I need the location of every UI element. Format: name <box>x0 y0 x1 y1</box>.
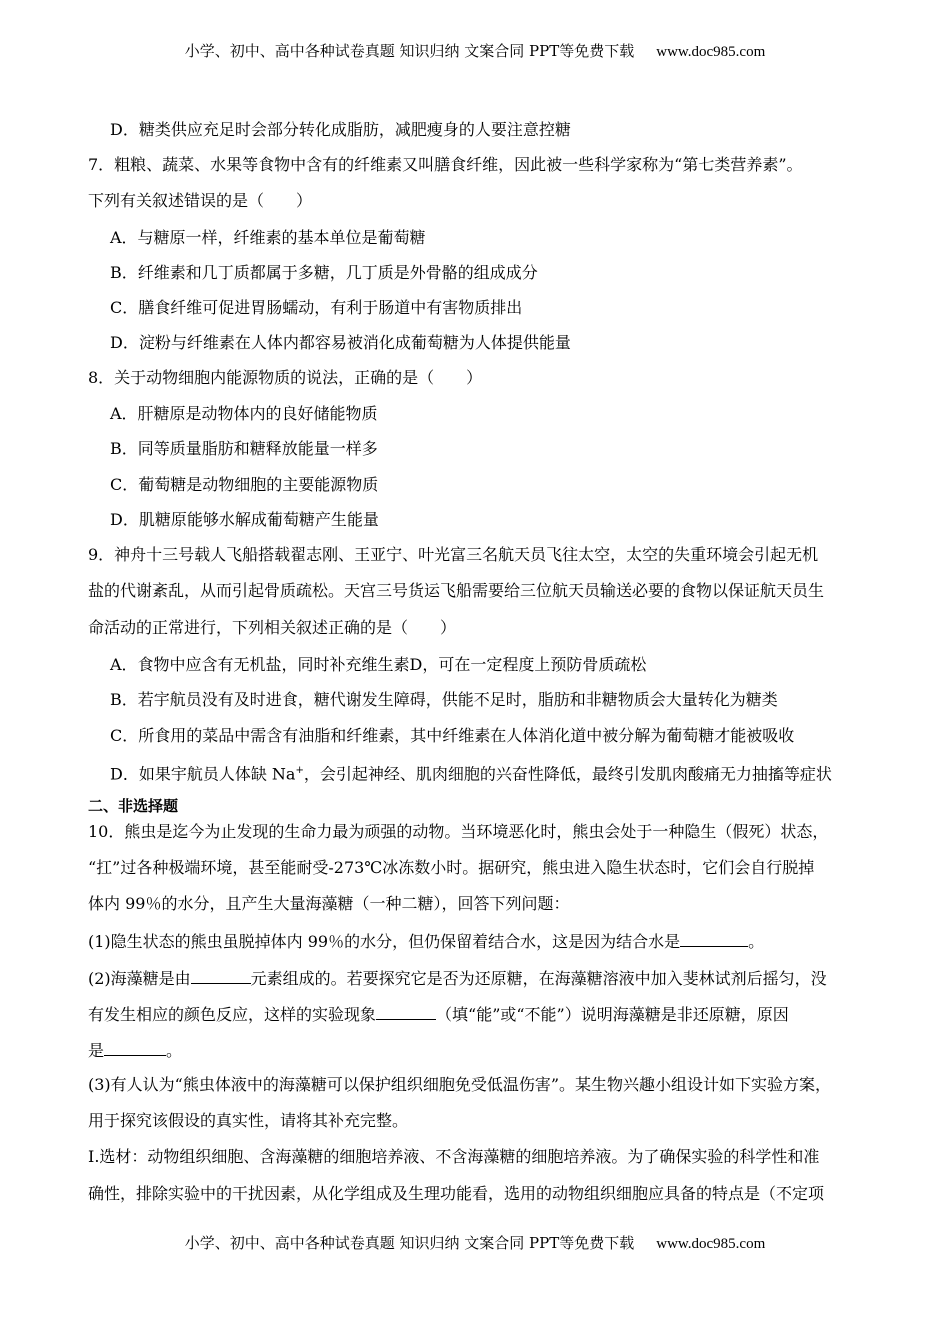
q9-option-d-sup: + <box>295 765 304 776</box>
header-text: 小学、初中、高中各种试卷真题 知识归纳 文案合同 PPT等免费下载 <box>184 42 635 60</box>
answer-blank-2[interactable] <box>191 967 251 984</box>
q7-option-d: D．淀粉与纤维素在人体内都容易被消化成葡萄糖为人体提供能量 <box>110 333 571 352</box>
q10-part-2-e: 是 <box>88 1041 105 1060</box>
q7-option-b: B．纤维素和几丁质都属于多糖，几丁质是外骨骼的组成成分 <box>110 263 538 282</box>
q9-stem-line-1: 9．神舟十三号载人飞船搭载翟志刚、王亚宁、叶光富三名航天员飞往太空，太空的失重环境会引起无机 <box>88 545 819 564</box>
q10-part-3-line-2: 用于探究该假设的真实性，请将其补充完整。 <box>88 1111 409 1130</box>
q9-option-b: B．若宇航员没有及时进食，糖代谢发生障碍，供能不足时，脂肪和非糖物质会大量转化为糖类 <box>110 690 778 709</box>
q8-stem: 8．关于动物细胞内能源物质的说法，正确的是（ ） <box>88 368 483 387</box>
q9-stem-line-3: 命活动的正常进行，下列相关叙述正确的是（ ） <box>88 618 457 637</box>
q10-part-2-f: 。 <box>166 1041 183 1060</box>
q7-option-a: A．与糖原一样，纤维素的基本单位是葡萄糖 <box>110 228 426 247</box>
q9-stem-line-2: 盐的代谢紊乱，从而引起骨质疏松。天宫三号货运飞船需要给三位航天员输送必要的食物以保证航天员生 <box>88 581 825 600</box>
q6-option-d: D．糖类供应充足时会部分转化成脂肪，减肥瘦身的人要注意控糖 <box>110 120 571 139</box>
q9-option-a: A．食物中应含有无机盐，同时补充维生素D，可在一定程度上预防骨质疏松 <box>110 655 647 674</box>
q10-stem-line-1: 10．熊虫是迄今为止发现的生命力最为顽强的动物。当环境恶化时，熊虫会处于一种隐生（假死）状态， <box>88 822 829 841</box>
q10-part-2-c: 有发生相应的颜色反应，这样的实验现象 <box>88 1005 377 1024</box>
q7-option-c: C．膳食纤维可促进胃肠蠕动，有利于肠道中有害物质排出 <box>110 298 523 317</box>
page-header <box>0 40 950 61</box>
q10-part-3-line-4: 确性，排除实验中的干扰因素，从化学组成及生理功能看，选用的动物组织细胞应具备的特点是（不定项 <box>88 1184 825 1203</box>
q10-part-2-b: 元素组成的。若要探究它是否为还原糖，在海藻糖溶液中加入斐林试剂后摇匀，没 <box>250 969 827 988</box>
q10-part-2-line-1 <box>88 967 827 989</box>
q10-part-1-end: 。 <box>748 932 765 951</box>
q10-stem-line-3: 体内 99％的水分，且产生大量海藻糖（一种二糖），回答下列问题： <box>88 894 570 913</box>
q9-option-c: C．所食用的菜品中需含有油脂和纤维素，其中纤维素在人体消化道中被分解为葡萄糖才能被吸收 <box>110 726 795 745</box>
q10-stem-line-2: “扛”过各种极端环境，甚至能耐受-273℃冰冻数小时。据研究，熊虫进入隐生状态时，它们会自行脱掉 <box>88 858 815 877</box>
q7-stem-line-1: 7．粗粮、蔬菜、水果等食物中含有的纤维素又叫膳食纤维，因此被一些科学家称为“第七类营养素”。 <box>88 155 803 174</box>
q8-option-c: C．葡萄糖是动物细胞的主要能源物质 <box>110 475 379 494</box>
q9-option-d-pre: D．如果宇航员人体缺 Na <box>110 764 296 784</box>
q8-option-a: A．肝糖原是动物体内的良好储能物质 <box>110 404 378 423</box>
page-footer <box>0 1232 950 1253</box>
q10-part-3-line-1: (3)有人认为“熊虫体液中的海藻糖可以保护组织细胞免受低温伤害”。某生物兴趣小组设计如下实验方案， <box>88 1075 832 1094</box>
header-site[interactable]: www.doc985.com <box>656 44 766 60</box>
q10-part-2-d: （填“能”或“不能”）说明海藻糖是非还原糖，原因 <box>436 1005 789 1024</box>
q8-option-d: D．肌糖原能够水解成葡萄糖产生能量 <box>110 510 379 529</box>
answer-blank-1[interactable] <box>680 930 748 947</box>
q10-part-2-line-3 <box>88 1039 182 1061</box>
q10-part-3-line-3: I.选材：动物组织细胞、含海藻糖的细胞培养液、不含海藻糖的细胞培养液。为了确保实验的科学性和准 <box>88 1147 820 1166</box>
answer-blank-4[interactable] <box>104 1039 166 1056</box>
q9-option-d <box>110 761 832 784</box>
q10-part-1-text: (1)隐生状态的熊虫虽脱掉体内 99％的水分，但仍保留着结合水，这是因为结合水是 <box>88 932 681 951</box>
section-title: 二、非选择题 <box>88 797 179 815</box>
footer-site[interactable]: www.doc985.com <box>656 1236 766 1252</box>
q7-stem-line-2: 下列有关叙述错误的是（ ） <box>88 191 313 210</box>
q10-part-2-a: (2)海藻糖是由 <box>88 969 191 988</box>
footer-text: 小学、初中、高中各种试卷真题 知识归纳 文案合同 PPT等免费下载 <box>184 1234 635 1252</box>
answer-blank-3[interactable] <box>376 1003 436 1020</box>
q10-part-1 <box>88 930 764 952</box>
q8-option-b: B．同等质量脂肪和糖释放能量一样多 <box>110 439 378 458</box>
q9-option-d-post: ，会引起神经、肌肉细胞的兴奋性降低，最终引发肌肉酸痛无力抽搐等症状 <box>303 764 832 784</box>
q10-part-2-line-2 <box>88 1003 789 1025</box>
